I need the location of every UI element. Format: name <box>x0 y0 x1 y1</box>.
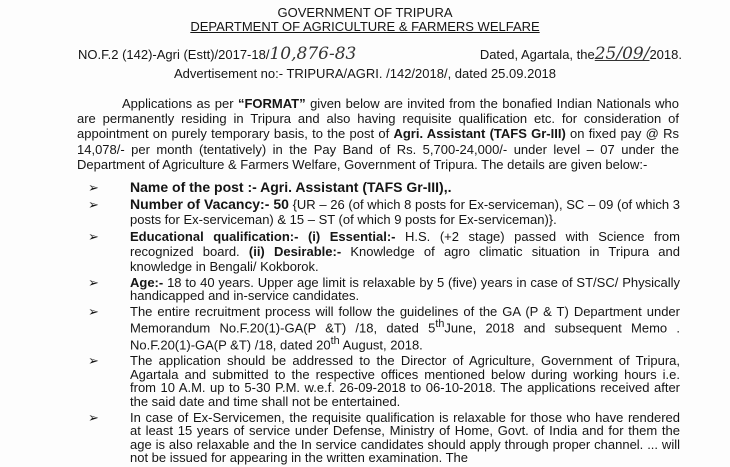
vacancy-text: {UR – 26 (of which 8 posts for Ex-serviceman), SC – 09 (of which 3 posts for Ex-serviceman) & 15 – ST (of which 9 posts for Ex-serviceman)}. <box>130 196 680 227</box>
file-number-prefix: NO.F.2 (142)-Agri (Estt)/2017-18/ <box>78 47 270 62</box>
list-item-age <box>88 276 680 303</box>
government-heading: GOVERNMENT OF TRIPURA <box>277 5 453 20</box>
education-essential-text: H.S. (+2 stage) passed with Science from recognized board. <box>130 228 680 259</box>
intro-paragraph <box>77 96 679 172</box>
recruitment-text-3: August, 2018. <box>339 337 423 353</box>
list-item-education <box>88 229 680 274</box>
list-item-ex-servicemen <box>88 411 680 465</box>
post-name-label: Name of the post :- Agri. Assistant (TAFS Gr-III),. <box>130 179 452 195</box>
handwritten-date: 25/09/ <box>594 44 650 64</box>
recruitment-text-1: The entire recruitment process will follow the guidelines of the GA (P & T) Department under Memorandum No.F.20(1)-GA(P &T) /18, dated 5 <box>130 303 680 336</box>
recruitment-text-2: June, 2018 and subsequent Memo . No.F.20(1)-GA(P &T) /18, dated 20 <box>130 320 680 353</box>
file-number <box>78 44 356 64</box>
list-item-post-name <box>88 181 680 195</box>
list-item-recruitment-process <box>88 305 680 352</box>
handwritten-memo-number: 10,876-83 <box>269 44 357 64</box>
ordinal-suffix: th <box>435 318 445 331</box>
dated-prefix: Dated, Agartala, the <box>479 47 595 62</box>
department-heading: DEPARTMENT OF AGRICULTURE & FARMERS WELFARE <box>190 19 540 34</box>
education-desirable-text: Knowledge of agro climatic situation in Tripura and knowledge in Bengali/ Kokborok. <box>130 243 681 274</box>
list-item-vacancy <box>88 197 680 227</box>
vacancy-label: Number of Vacancy:- 50 <box>130 195 289 212</box>
arrow-bullet-icon: ➢ <box>88 228 99 244</box>
arrow-bullet-icon: ➢ <box>88 303 99 319</box>
intro-text-2: given below are invited from the bonafied Indian Nationals who are permanently residing in Tripura and also having requisite qualification etc. for consideration of appointment on purely temporary basis, to the post of <box>77 96 679 142</box>
advertisement-number: Advertisement no:- TRIPURA/AGRI. /142/2018/, dated 25.09.2018 <box>173 66 557 81</box>
application-text: The application should be addressed to the Director of Agriculture, Government of Tripura, Agartala and submitted to the respective offices mentioned below during working hours i.e. from 10 A.M. up to 5-30 P.M. w.e.f. 26-09-2018 to 06-10-2018. The applications received after the said date and time shall not be entertained. <box>130 353 680 409</box>
post-name-inline: Agri. Assistant (TAFS Gr-III) <box>393 126 566 142</box>
age-label: Age:- <box>130 274 164 290</box>
arrow-bullet-icon: ➢ <box>88 196 99 212</box>
format-keyword: “FORMAT” <box>237 96 306 111</box>
desirable-label: (ii) Desirable:- <box>248 243 342 259</box>
education-label: Educational qualification:- (i) Essential:- <box>130 228 396 244</box>
arrow-bullet-icon: ➢ <box>88 274 99 290</box>
age-text: 18 to 40 years. Upper age limit is relaxable by 5 (five) years in case of ST/SC/ Physically handicapped and in-service candidates. <box>130 274 680 304</box>
ex-servicemen-text: In case of Ex-Servicemen, the requisite qualification is relaxable for those who have rendered at least 15 years of service under Defense, Ministry of Home, Govt. of India and for them the age is also relaxable and the In service candidates should apply through proper channel. ... will not be issued for appearing in the written examination. The <box>130 409 680 466</box>
intro-text-1: Applications as per <box>122 96 238 111</box>
issue-date <box>480 44 682 64</box>
arrow-bullet-icon: ➢ <box>88 409 99 425</box>
issue-year: 2018. <box>649 47 682 62</box>
arrow-bullet-icon: ➢ <box>88 180 99 195</box>
arrow-bullet-icon: ➢ <box>88 353 99 369</box>
list-item-application <box>88 354 680 408</box>
intro-text-3: on fixed pay @ Rs 14,078/- per month (tentatively) in the Pay Band of Rs. 5,700-24,000/- under level – 07 under the Department of Agriculture & Farmers Welfare, Government of Tripura. The details are given below:- <box>77 126 679 172</box>
details-list <box>88 181 680 467</box>
ordinal-suffix: th <box>330 335 340 348</box>
